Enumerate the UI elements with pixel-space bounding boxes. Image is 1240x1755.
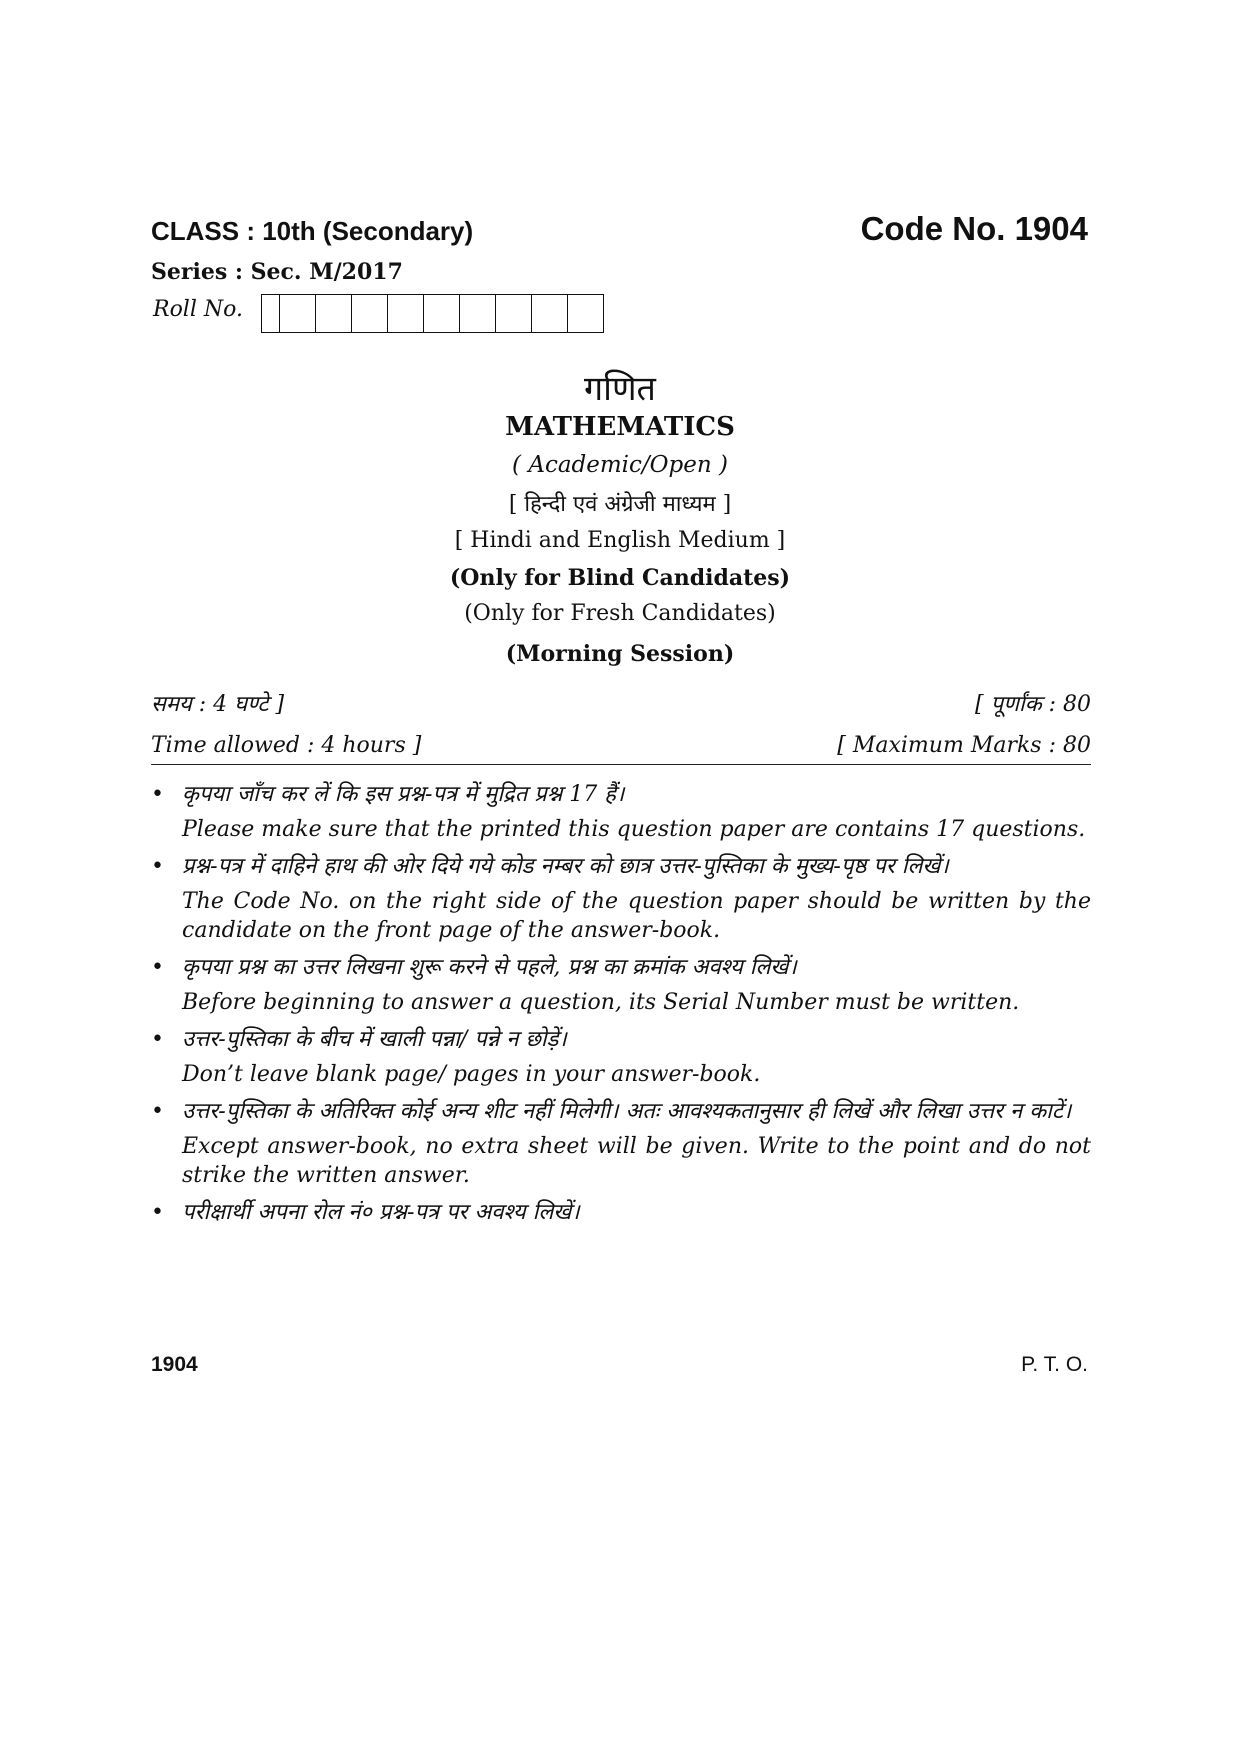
instruction-item [151, 852, 1091, 945]
instruction-english: The Code No. on the right side of the question paper should be written by the candidate on the front page of the answer-book. [182, 889, 1091, 943]
instruction-item [151, 953, 1091, 1017]
instruction-hindi: उत्तर-पुस्तिका के बीच में खाली पन्ना/ पन्ने न छोड़ें। [182, 1027, 567, 1052]
time-allowed-hindi: समय : 4 घण्टे ] [151, 692, 285, 717]
roll-digit-box[interactable] [568, 295, 603, 332]
instruction-item [151, 780, 1091, 844]
instruction-item [151, 1198, 1091, 1227]
bullet-icon: • [151, 782, 164, 807]
instruction-english: Except answer-book, no extra sheet will be given. Write to the point and do not strike the written answer. [182, 1134, 1091, 1188]
stream-label: ( Academic/Open ) [512, 452, 728, 478]
max-marks: [ Maximum Marks : 80 [837, 733, 1091, 758]
roll-digit-box[interactable] [532, 295, 568, 332]
instruction-item [151, 1097, 1091, 1190]
code-number: Code No. 1904 [860, 210, 1088, 247]
series-label: Series : Sec. M/2017 [151, 259, 403, 285]
bullet-icon: • [151, 854, 164, 879]
roll-digit-box[interactable] [352, 295, 388, 332]
blind-candidates-label: (Only for Blind Candidates) [449, 565, 791, 591]
roll-number-label: Roll No. [153, 297, 243, 322]
instruction-hindi: परीक्षार्थी अपना रोल नं० प्रश्न-पत्र पर अवश्य लिखें। [182, 1200, 580, 1225]
medium-label: [ Hindi and English Medium ] [454, 528, 786, 553]
instruction-item [151, 1025, 1091, 1089]
bullet-icon: • [151, 1099, 164, 1124]
max-marks-hindi: [ पूर्णांक : 80 [975, 692, 1091, 717]
session-label: (Morning Session) [505, 641, 735, 667]
instruction-english: Don’t leave blank page/ pages in your answer-book. [182, 1062, 761, 1087]
medium-label-hindi: [ हिन्दी एवं अंग्रेजी माध्यम ] [508, 492, 732, 517]
instruction-english: Before beginning to answer a question, its Serial Number must be written. [182, 990, 1020, 1015]
roll-digit-box[interactable] [496, 295, 532, 332]
bullet-icon: • [151, 955, 164, 980]
roll-digit-box[interactable] [424, 295, 460, 332]
time-allowed: Time allowed : 4 hours ] [151, 733, 422, 758]
roll-number-boxes[interactable] [261, 294, 604, 333]
time-row-hindi [151, 688, 1091, 718]
instruction-hindi: उत्तर-पुस्तिका के अतिरिक्त कोई अन्य शीट नहीं मिलेगी। अतः आवश्यकतानुसार ही लिखें और लिखा उत्तर न काटें। [182, 1099, 1072, 1124]
subject-title: MATHEMATICS [505, 412, 735, 442]
roll-digit-box[interactable] [262, 295, 280, 332]
time-row-english [151, 733, 1091, 758]
roll-digit-box[interactable] [280, 295, 316, 332]
footer-pto: P. T. O. [1021, 1353, 1088, 1376]
subject-title-hindi: गणित [584, 369, 656, 409]
bullet-icon: • [151, 1027, 164, 1052]
class-label: CLASS : 10th (Secondary) [151, 216, 474, 246]
bullet-icon: • [151, 1200, 164, 1225]
footer-code: 1904 [151, 1353, 198, 1376]
instructions-list [151, 772, 1091, 1227]
instruction-hindi: कृपया प्रश्न का उत्तर लिखना शुरू करने से पहले, प्रश्न का क्रमांक अवश्य लिखें। [182, 955, 797, 980]
roll-digit-box[interactable] [460, 295, 496, 332]
instruction-english: Please make sure that the printed this question paper are contains 17 questions. [182, 817, 1086, 842]
instruction-hindi: प्रश्न-पत्र में दाहिने हाथ की ओर दिये गये कोड नम्बर को छात्र उत्तर-पुस्तिका के मुख्य-पृष्ठ पर लिखें। [182, 854, 949, 879]
fresh-candidates-label: (Only for Fresh Candidates) [464, 601, 776, 626]
roll-digit-box[interactable] [388, 295, 424, 332]
divider [151, 764, 1091, 765]
instruction-hindi: कृपया जाँच कर लें कि इस प्रश्न-पत्र में मुद्रित प्रश्न 17 हैं। [182, 782, 625, 807]
roll-digit-box[interactable] [316, 295, 352, 332]
